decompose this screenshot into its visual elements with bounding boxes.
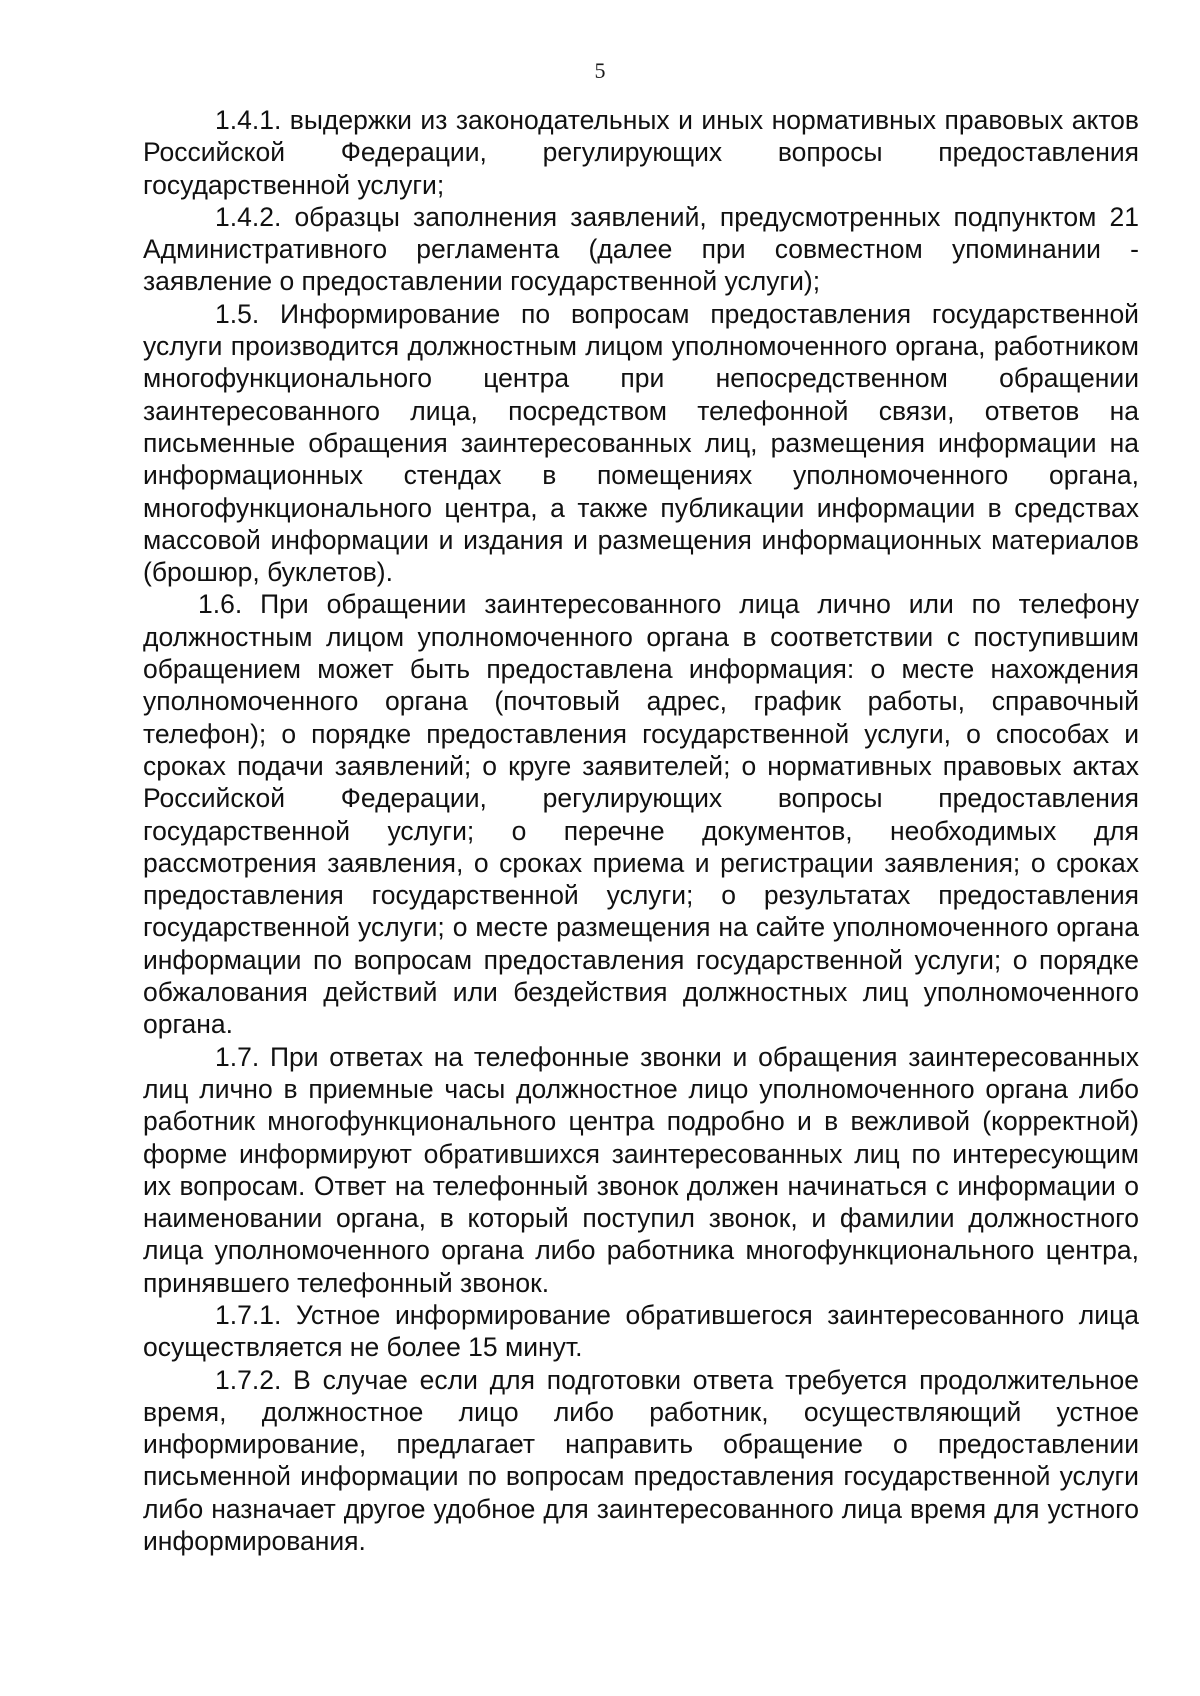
- paragraph-1-6: 1.6. При обращении заинтересованного лица лично или по телефону должностным лицом уполномоченного органа в соответствии с поступившим обращением может быть предоставлена информация: о месте нахождения уполномоченного органа (почтовый адрес, график работы, справочный телефон); о порядке предоставления государственной услуги, о способах и сроках подачи заявлений; о круге заявителей; о нормативных правовых актах Российской Федерации, регулирующих вопросы предоставления государственной услуги; о перечне документов, необходимых для рассмотрения заявления, о сроках приема и регистрации заявления; о сроках предоставления государственной услуги; о результатах предоставления государственной услуги; о месте размещения на сайте уполномоченного органа информации по вопросам предоставления государственной услуги; о порядке обжалования действий или бездействия должностных лиц уполномоченного органа.: [143, 589, 1139, 1040]
- paragraph-1-7: 1.7. При ответах на телефонные звонки и обращения заинтересованных лиц лично в приемные часы должностное лицо уполномоченного органа либо работник многофункционального центра подробно и в вежливой (корректной) форме информируют обратившихся заинтересованных лиц по интересующим их вопросам. Ответ на телефонный звонок должен начинаться с информации о наименовании органа, в который поступил звонок, и фамилии должностного лица уполномоченного органа либо работника многофункционального центра, принявшего телефонный звонок.: [143, 1041, 1139, 1298]
- paragraph-1-4-2: 1.4.2. образцы заполнения заявлений, предусмотренных подпунктом 21 Административного регламента (далее при совместном упоминании - заявление о предоставлении государственной услуги);: [143, 201, 1139, 297]
- document-body: [143, 104, 1139, 1557]
- paragraph-1-5: 1.5. Информирование по вопросам предоставления государственной услуги производится должностным лицом уполномоченного органа, работником многофункционального центра при непосредственном обращении заинтересованного лица, посредством телефонной связи, ответов на письменные обращения заинтересованных лиц, размещения информации на информационных стендах в помещениях уполномоченного органа, многофункционального центра, а также публикации информации в средствах массовой информации и издания и размещения информационных материалов (брошюр, буклетов).: [143, 298, 1139, 588]
- paragraph-1-4-1: 1.4.1. выдержки из законодательных и иных нормативных правовых актов Российской Федерации, регулирующих вопросы предоставления государственной услуги;: [143, 105, 1139, 200]
- paragraph-1-7-2: 1.7.2. В случае если для подготовки ответа требуется продолжительное время, должностное лицо либо работник, осуществляющий устное информирование, предлагает направить обращение о предоставлении письменной информации по вопросам предоставления государственной услуги либо назначает другое удобное для заинтересованного лица время для устного информирования.: [143, 1364, 1139, 1557]
- paragraph-1-7-1: 1.7.1. Устное информирование обратившегося заинтересованного лица осуществляется не более 15 минут.: [143, 1299, 1139, 1363]
- page-number: 5: [594, 58, 606, 83]
